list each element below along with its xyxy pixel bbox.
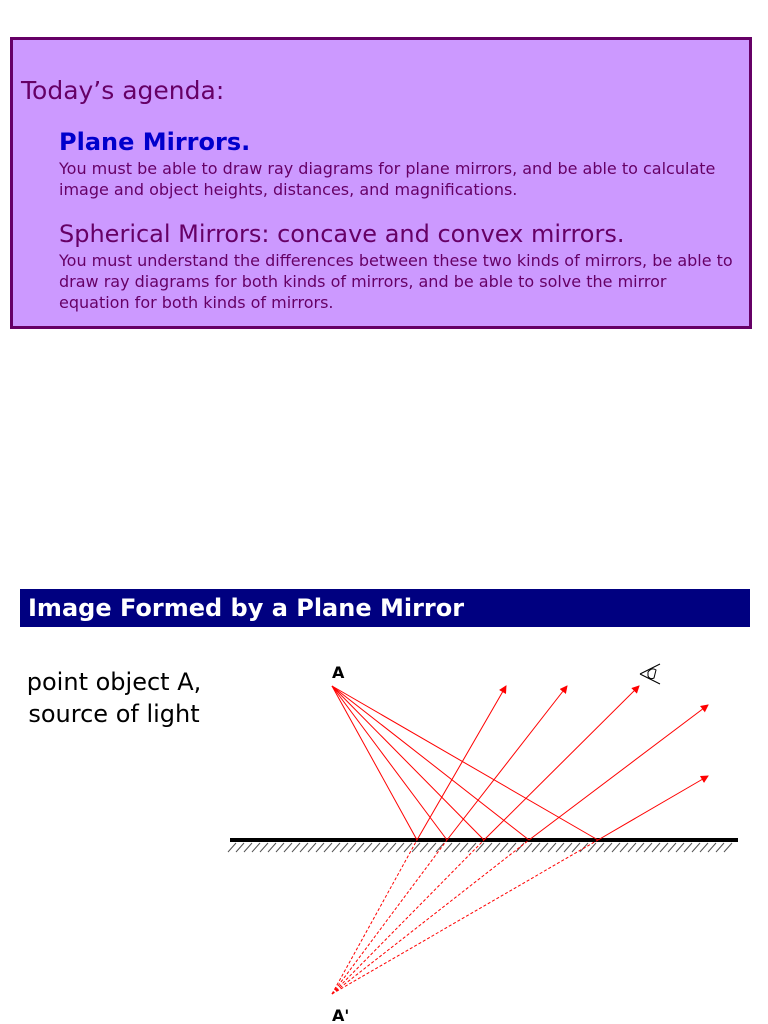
plane-mirrors-description: You must be able to draw ray diagrams for plane mirrors, and be able to calculate image and object heights, distances, and magnifications. (59, 159, 716, 199)
plane-mirrors-heading: Plane Mirrors. (59, 128, 251, 156)
spherical-mirrors-heading: Spherical Mirrors: concave and convex mirrors. (59, 220, 625, 248)
mirror-hatch-line (564, 843, 572, 852)
mirror-hatch-line (340, 843, 348, 852)
mirror-hatch-line (668, 843, 676, 852)
mirror-hatch-line (620, 843, 628, 852)
mirror-hatch-line (228, 843, 236, 852)
mirror-hatch-line (380, 843, 388, 852)
virtual-ray (332, 840, 598, 994)
caption-line-1: point object A, (26, 668, 202, 696)
mirror-hatch-line (452, 843, 460, 852)
mirror-hatch-line (300, 843, 308, 852)
mirror-hatch-line (548, 843, 556, 852)
mirror-hatch-line (652, 843, 660, 852)
mirror-hatch-line (244, 843, 252, 852)
mirror-hatch-line (660, 843, 668, 852)
mirror-hatch-line (596, 843, 604, 852)
mirror-hatch-line (460, 843, 468, 852)
mirror-hatch-line (524, 843, 532, 852)
mirror-hatch-line (532, 843, 540, 852)
mirror-hatch-line (628, 843, 636, 852)
mirror-hatch-line (716, 843, 724, 852)
slide-header: Image Formed by a Plane Mirror (20, 589, 750, 627)
mirror-hatch-line (268, 843, 276, 852)
mirror-hatch-line (316, 843, 324, 852)
mirror-hatch-line (492, 843, 500, 852)
incident-ray (332, 686, 417, 840)
mirror-hatch-line (324, 843, 332, 852)
mirror-hatch-line (284, 843, 292, 852)
mirror-hatch-line (292, 843, 300, 852)
mirror-hatch-line (444, 843, 452, 852)
mirror-hatch-line (356, 843, 364, 852)
mirror-hatch-line (636, 843, 644, 852)
mirror-hatch-line (372, 843, 380, 852)
mirror-hatch-line (428, 843, 436, 852)
mirror-hatch-line (332, 843, 340, 852)
mirror-hatch-line (252, 843, 260, 852)
mirror-hatch-line (676, 843, 684, 852)
mirror-hatch-line (500, 843, 508, 852)
virtual-ray (332, 840, 529, 994)
mirror-hatch-line (308, 843, 316, 852)
mirror-hatch-line (236, 843, 244, 852)
mirror-hatch-line (364, 843, 372, 852)
mirror-hatch-line (588, 843, 596, 852)
mirror-hatch-line (724, 843, 732, 852)
mirror-hatch-line (468, 843, 476, 852)
caption-line-2: source of light (28, 700, 200, 728)
mirror-hatch-line (484, 843, 492, 852)
agenda-title: Today’s agenda: (21, 76, 225, 105)
mirror-hatch-line (556, 843, 564, 852)
mirror-hatch-line (708, 843, 716, 852)
object-label-a: A (332, 663, 345, 682)
mirror-hatch-line (276, 843, 284, 852)
mirror-hatch-line (540, 843, 548, 852)
mirror-hatch-line (580, 843, 588, 852)
mirror-hatch-line (692, 843, 700, 852)
virtual-ray (332, 840, 417, 994)
image-label-a-prime: A' (332, 1006, 350, 1024)
mirror-hatch-line (348, 843, 356, 852)
mirror-hatch-line (396, 843, 404, 852)
eye-icon (640, 664, 660, 684)
reflected-ray (598, 776, 708, 840)
reflected-ray (529, 705, 708, 840)
mirror-hatch-line (604, 843, 612, 852)
mirror-hatch-line (612, 843, 620, 852)
mirror-hatch-line (644, 843, 652, 852)
mirror-hatch-line (700, 843, 708, 852)
mirror-hatch-line (420, 843, 428, 852)
mirror-hatch-line (684, 843, 692, 852)
spherical-mirrors-description: You must understand the differences between these two kinds of mirrors, be able to draw ray diagrams for both kinds of mirrors, and be able to solve the mirror equation for both kinds of mirrors. (59, 251, 733, 312)
mirror-hatch-line (404, 843, 412, 852)
mirror-hatch-line (388, 843, 396, 852)
mirror-hatch-line (436, 843, 444, 852)
virtual-ray-extensions (332, 840, 598, 994)
mirror-hatch-line (260, 843, 268, 852)
virtual-ray (332, 840, 484, 994)
virtual-ray (332, 840, 447, 994)
